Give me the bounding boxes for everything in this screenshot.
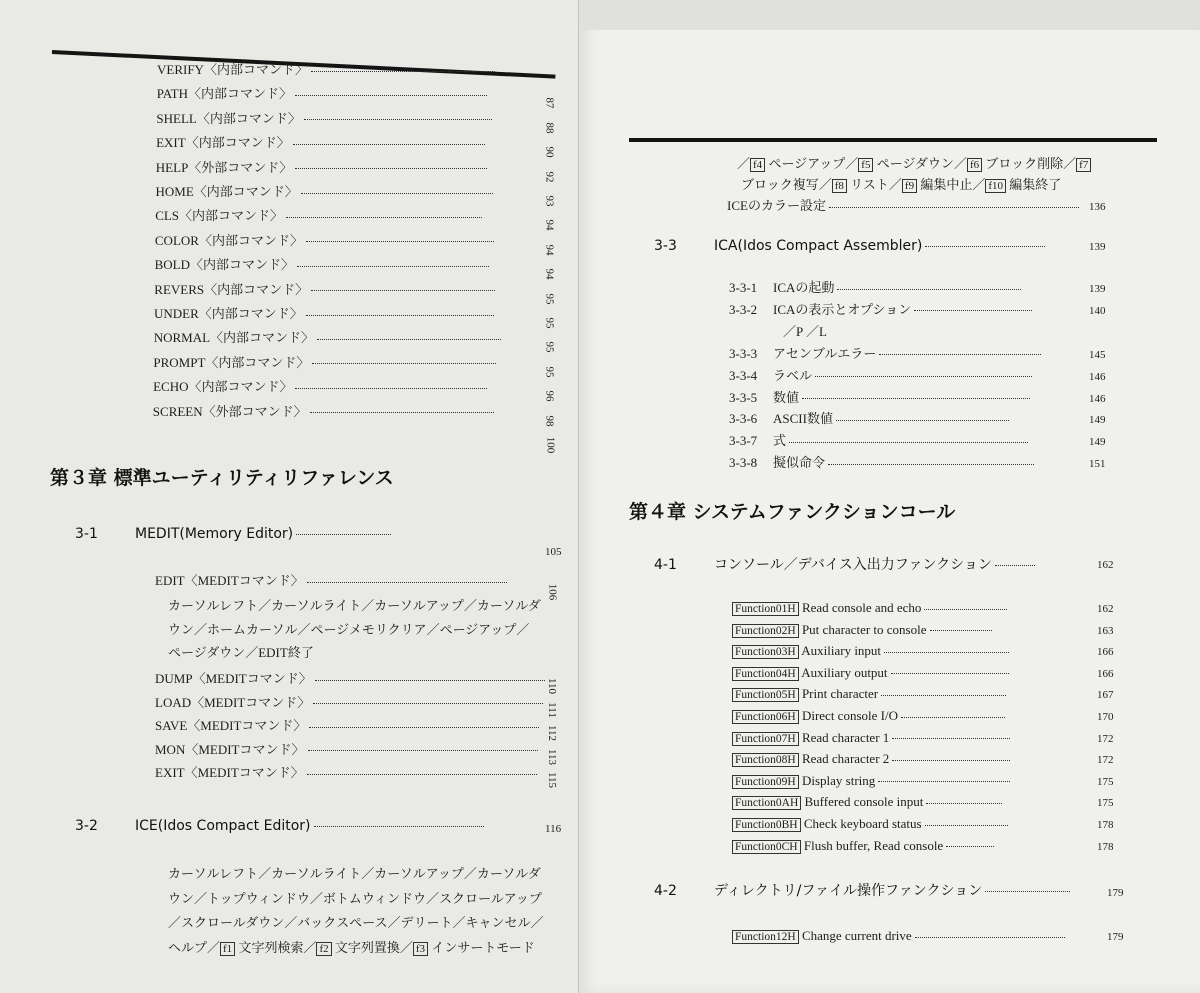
function-code: Function09H	[732, 775, 799, 789]
entry-number: 3-3-3	[729, 345, 758, 361]
entry-number: 3-3-6	[729, 411, 758, 427]
f4-key: f4	[750, 158, 765, 172]
section-page: 116	[545, 823, 562, 835]
section-number: 3-2	[75, 818, 98, 834]
function-entry	[732, 816, 1008, 833]
section-page: 162	[1097, 559, 1114, 571]
function-page: 163	[1097, 624, 1114, 637]
function-description: Put character to console	[801, 621, 927, 637]
toc-entry	[156, 111, 491, 127]
section-title: ICA(Idos Compact Assembler)	[714, 238, 923, 254]
function-description: Auxiliary output	[801, 664, 888, 680]
entry-page: 146	[1089, 370, 1106, 383]
ice-color-page: 136	[1089, 201, 1106, 213]
function-12h-entry: Function12H Change current drive	[732, 928, 1065, 945]
function-page: 178	[1097, 819, 1114, 831]
function-code: Function0BH	[732, 818, 801, 832]
key-list-line: カーソルレフト／カーソルライト／カーソルアップ／カーソルダ	[168, 866, 541, 881]
f3-key: f3	[413, 942, 428, 956]
toc-entry	[155, 573, 507, 589]
section-title: コンソール／デバイス入出力ファンクション	[714, 557, 992, 573]
function-description: Flush buffer, Read console	[803, 837, 944, 853]
entry-text: EXIT〈内部コマンド〉	[156, 135, 290, 151]
toc-entry	[156, 160, 488, 176]
entry-text: アセンブルエラー	[773, 345, 877, 361]
section-number: 4-2	[654, 883, 677, 899]
entry-page: 145	[1089, 348, 1106, 361]
left-page	[0, 0, 578, 993]
function-page: 166	[1097, 667, 1114, 680]
entry-number: 3-3-8	[729, 455, 758, 471]
f9-key: f9	[902, 179, 917, 193]
f1-key: f1	[220, 942, 235, 956]
entry-text: EXIT〈MEDITコマンド〉	[155, 765, 304, 781]
entry-text: SAVE〈MEDITコマンド〉	[155, 718, 307, 734]
entry-text: MON〈MEDITコマンド〉	[155, 741, 305, 757]
toc-entry	[729, 324, 827, 340]
entry-text: REVERS〈内部コマンド〉	[154, 281, 309, 297]
function-page: 166	[1097, 646, 1114, 659]
entry-page: 112	[546, 725, 559, 742]
toc-entry	[157, 86, 487, 102]
key-list-line: ウン／ホームカーソル／ページメモリクリア／ページアップ／	[168, 621, 530, 637]
key-list-line: ウン／トップウィンドウ／ボトムウィンドウ／スクロールアップ	[168, 890, 542, 906]
function-page: 170	[1097, 711, 1114, 723]
entry-text: ICAの起動	[773, 280, 835, 295]
key-list-line: ／スクロールダウン／バックスペース／デリート／キャンセル／	[168, 915, 544, 930]
top-strip	[579, 0, 1200, 30]
function-code: Function01H	[732, 602, 799, 616]
entry-text: ラベル	[773, 367, 813, 383]
entry-page: 115	[546, 772, 559, 789]
toc-entry	[155, 765, 537, 781]
entry-text: COLOR〈内部コマンド〉	[154, 232, 303, 248]
section-title: ディレクトリ/ファイル操作ファンクション	[714, 883, 983, 899]
entry-page: 88	[543, 122, 556, 134]
entry-page: 106	[546, 583, 559, 601]
entry-page: 94	[543, 268, 556, 280]
function-entry	[732, 622, 992, 639]
entry-text: ASCII数値	[773, 411, 833, 427]
entry-text: 擬似命令	[773, 455, 826, 471]
entry-text: BOLD〈内部コマンド〉	[154, 257, 294, 273]
toc-entry	[155, 718, 539, 734]
function-description: Read console and echo	[801, 600, 922, 615]
toc-entry	[153, 379, 487, 395]
entry-text: VERIFY〈内部コマンド〉	[157, 62, 308, 77]
function-entry	[732, 643, 1009, 660]
entry-page: 113	[546, 748, 559, 765]
function-page: 167	[1097, 689, 1114, 702]
entry-page: 95	[543, 366, 556, 378]
section-4-2	[654, 882, 1070, 900]
entry-text: ／P ／L	[783, 323, 827, 339]
f7-key: f7	[1076, 158, 1091, 172]
function-code: Function08H	[732, 753, 799, 767]
section-page: 105	[545, 546, 562, 558]
entry-text: PROMPT〈内部コマンド〉	[153, 354, 310, 370]
entry-page: 146	[1089, 392, 1106, 405]
function-description: Direct console I/O	[801, 708, 898, 723]
entry-text: 数値	[773, 389, 800, 405]
toc-entry	[729, 390, 1030, 406]
entry-page: 111	[545, 701, 558, 718]
entry-text: CLS〈内部コマンド〉	[155, 208, 284, 224]
section-page: 139	[1089, 241, 1106, 253]
function-code: Function04H	[732, 667, 799, 681]
function-entry	[732, 708, 1005, 725]
entry-page: 87	[543, 97, 556, 109]
section-page: 179	[1107, 887, 1124, 899]
toc-entry	[156, 184, 493, 200]
toc-entry	[729, 346, 1041, 362]
fkey-line-2: ブロック複写／ f8 リスト／ f9 編集中止／ f10 編集終了	[741, 177, 1062, 192]
toc-entry	[729, 455, 1034, 471]
entry-number: 3-3-2	[729, 301, 758, 317]
f10-key: f10	[985, 179, 1006, 193]
key-list-line: ページダウン／EDIT終了	[168, 645, 314, 660]
toc-entry	[153, 404, 494, 420]
section-title: ICE(Idos Compact Editor)	[135, 818, 311, 834]
toc-entry	[153, 355, 496, 371]
function-page: 175	[1097, 775, 1114, 788]
function-code: Function0AH	[732, 796, 801, 810]
function-entry	[732, 773, 1010, 790]
function-entry	[732, 838, 994, 855]
function-entry	[732, 730, 1010, 747]
right-page	[578, 0, 1200, 993]
section-3-2	[75, 817, 484, 835]
f2-key: f2	[316, 942, 331, 956]
function-description: Print character	[801, 686, 879, 702]
entry-page: 95	[543, 341, 556, 353]
entry-page: 98	[543, 415, 556, 427]
entry-page: 140	[1089, 304, 1106, 317]
function-entry	[732, 686, 1006, 703]
entry-page: 149	[1089, 436, 1106, 449]
entry-page: 139	[1089, 283, 1106, 295]
toc-entry	[154, 330, 501, 346]
function-description: Auxiliary input	[801, 643, 882, 659]
function-entry	[732, 600, 1007, 617]
function-description: Check keyboard status	[803, 816, 922, 831]
function-description: Read character 1	[801, 729, 890, 745]
function-entry	[732, 794, 1002, 811]
entry-text: LOAD〈MEDITコマンド〉	[155, 694, 311, 710]
key-list-line: カーソルレフト／カーソルライト／カーソルアップ／カーソルダ	[168, 598, 541, 613]
entry-number: 3-3-7	[729, 433, 758, 449]
section-number: 3-1	[75, 526, 98, 542]
toc-entry	[156, 135, 485, 151]
function-page: 172	[1097, 754, 1114, 767]
function-page: 178	[1097, 840, 1114, 853]
toc-entry	[155, 233, 494, 249]
section-title: MEDIT(Memory Editor)	[135, 526, 294, 542]
entry-text: SHELL〈内部コマンド〉	[156, 110, 301, 126]
entry-page: 94	[543, 244, 556, 256]
toc-entry	[155, 671, 545, 687]
entry-page: 90	[543, 146, 556, 158]
function-code: Function02H	[732, 624, 799, 638]
entry-text: HELP〈外部コマンド〉	[155, 159, 293, 175]
entry-page: 96	[543, 390, 556, 402]
function-description: Display string	[801, 772, 876, 788]
f5-key: f5	[858, 158, 873, 172]
entry-text: 式	[773, 433, 787, 449]
entry-page: 149	[1089, 414, 1106, 427]
bleed-through-text	[50, 40, 64, 86]
entry-text: NORMAL〈内部コマンド〉	[153, 330, 315, 346]
function-page: 175	[1097, 797, 1114, 810]
function-entry	[732, 751, 1010, 768]
toc-entry	[155, 742, 538, 758]
section-4-1	[654, 556, 1035, 574]
function-entry	[732, 665, 1009, 682]
fkey-line-1: ／ f4 ページアップ／ f5 ページダウン／ f6 ブロック削除／ f7	[737, 156, 1091, 173]
function-description: Buffered console input	[804, 794, 924, 810]
toc-entry	[157, 62, 495, 78]
section-number: 4-1	[654, 557, 677, 573]
toc-entry	[154, 306, 494, 322]
function-code: Function12H	[732, 930, 799, 944]
function-page: 162	[1097, 603, 1114, 615]
function-page: 172	[1097, 732, 1114, 745]
toc-entry	[154, 282, 495, 298]
function-code: Function07H	[732, 732, 799, 746]
function-12h-page: 179	[1107, 931, 1124, 943]
function-code: Function06H	[732, 710, 799, 724]
entry-page: 92	[543, 171, 556, 183]
entry-text: ECHO〈内部コマンド〉	[153, 379, 293, 395]
entry-number: 3-3-4	[729, 367, 758, 383]
function-code: Function0CH	[732, 840, 801, 854]
entry-page: 151	[1089, 458, 1106, 471]
entry-text: HOME〈内部コマンド〉	[155, 184, 298, 199]
entry-text: SCREEN〈外部コマンド〉	[152, 403, 307, 419]
entry-page: 100	[544, 436, 557, 454]
function-description: Read character 2	[801, 751, 890, 767]
entry-text: DUMP〈MEDITコマンド〉	[155, 671, 312, 686]
entry-page: 93	[543, 195, 556, 207]
chapter-3-title: 第３章 標準ユーティリティリファレンス	[50, 467, 394, 489]
f6-key: f6	[967, 158, 982, 172]
toc-entry	[729, 433, 1028, 449]
section-number: 3-3	[654, 238, 677, 254]
ice-color-entry: ICEのカラー設定	[727, 198, 1079, 214]
top-rule	[629, 138, 1157, 142]
toc-entry	[155, 208, 482, 224]
chapter-4-title: 第４章 システムファンクションコール	[629, 501, 956, 523]
entry-page: 110	[546, 677, 559, 695]
entry-page: 95	[543, 317, 556, 329]
f8-key: f8	[832, 179, 847, 193]
toc-entry	[729, 411, 1009, 427]
toc-entry	[729, 302, 1032, 318]
ice-keys-line-4: ヘルプ／ f1 文字列検索／ f2 文字列置換／ f3 インサートモード	[168, 940, 535, 955]
section-3-3	[654, 237, 1045, 255]
entry-text: PATH〈内部コマンド〉	[156, 86, 293, 102]
toc-entry	[729, 368, 1032, 384]
entry-number: 3-3-1	[729, 280, 758, 295]
section-3-1	[75, 525, 391, 543]
toc-entry	[155, 257, 489, 273]
entry-text: ICAの表示とオプション	[773, 301, 912, 317]
entry-text: EDIT〈MEDITコマンド〉	[155, 573, 304, 588]
entry-text: UNDER〈内部コマンド〉	[154, 306, 303, 321]
toc-entry	[155, 695, 543, 711]
entry-page: 94	[543, 219, 556, 231]
function-code: Function03H	[732, 645, 799, 659]
toc-entry	[729, 280, 1021, 296]
entry-number: 3-3-5	[729, 389, 758, 405]
function-code: Function05H	[732, 688, 799, 702]
entry-page: 95	[543, 293, 556, 305]
